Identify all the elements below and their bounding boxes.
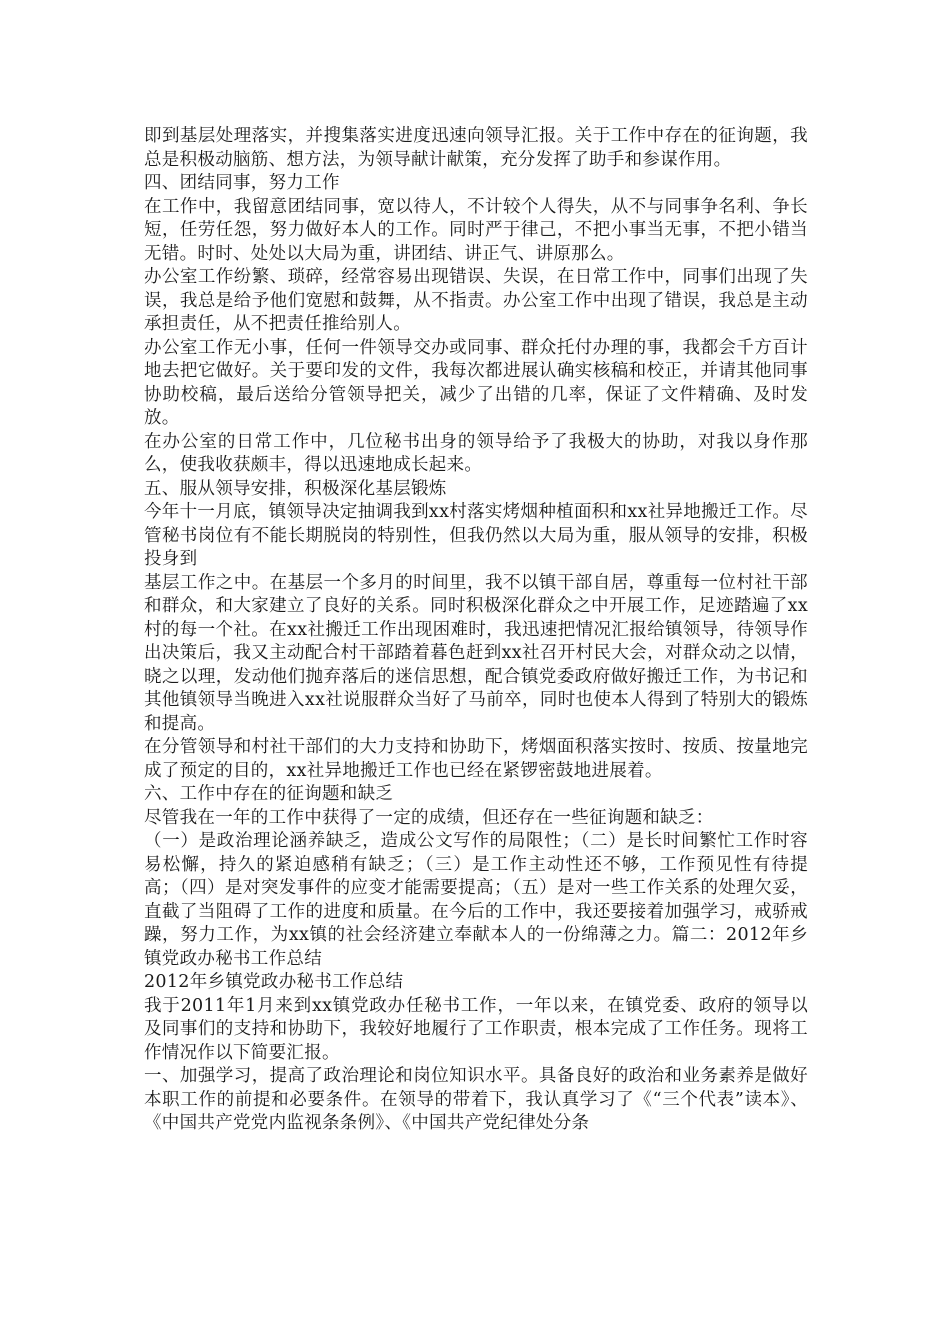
paragraph: 即到基层处理落实，并搜集落实进度迅速向领导汇报。关于工作中存在的征询题，我总是积极动脑筋、想方法，为领导献计献策，充分发挥了助手和参谋作用。 [144,126,808,170]
paragraph: 在办公室的日常工作中，几位秘书出身的领导给予了我极大的协助，对我以身作那么，使我收获颇丰，得以迅速地成长起来。 [144,431,808,475]
paragraph: 尽管我在一年的工作中获得了一定的成绩，但还存在一些征询题和缺乏： [144,807,714,828]
paragraph: （一）是政治理论涵养缺乏，造成公文写作的局限性；（二）是长时间繁忙工作时容易松懈，持久的紧迫感稍有缺乏；（三）是工作主动性还不够，工作预见性有待提高；（四）是对突发事件的应变才能需要提高；（五）是对一些工作关系的处理欠妥，直截了当阻碍了工作的进度和质量。在今后的工作中，我还要接着加强学习，戒骄戒躁，努力工作，为xx镇的社会经济建立奉献本人的一份绵薄之力。篇二：2012年乡镇党政办秘书工作总结 [144,831,808,969]
paragraph: 办公室工作纷繁、琐碎，经常容易出现错误、失误，在日常工作中，同事们出现了失误，我总是给予他们宽慰和鼓舞，从不指责。办公室工作中出现了错误，我总是主动承担责任，从不把责任推给别人。 [144,267,808,334]
paragraph: 我于2011年1月来到xx镇党政办任秘书工作，一年以来，在镇党委、政府的领导以及同事们的支持和协助下，我较好地履行了工作职责，根本完成了工作任务。现将工作情况作以下简要汇报。 [144,995,808,1063]
paragraph: 今年十一月底，镇领导决定抽调我到xx村落实烤烟种植面积和xx社异地搬迁工作。尽管秘书岗位有不能长期脱岗的特别性，但我仍然以大局为重，服从领导的安排，积极投身到 [144,502,808,569]
section-heading: 五、服从领导安排，积极深化基层锻炼 [144,478,447,499]
document-body [144,125,808,1136]
paragraph: 在工作中，我留意团结同事，宽以待人，不计较个人得失，从不与同事争名利、争长短，任劳任怨，努力做好本人的工作。同时严于律己，不把小事当无事，不把小错当无错。时时、处处以大局为重，讲团结、讲正气、讲原那么。 [144,196,808,264]
paragraph: 基层工作之中。在基层一个多月的时间里，我不以镇干部自居，尊重每一位村社干部和群众，和大家建立了良好的关系。同时积极深化群众之中开展工作，足迹踏遍了xx村的每一个社。在xx社搬迁工作出现困难时，我迅速把情况汇报给镇领导，待领导作出决策后，我又主动配合村干部踏着暮色赶到xx社召开村民大会，对群众动之以情，晓之以理，发动他们抛弃落后的迷信思想，配合镇党委政府做好搬迁工作，为书记和其他镇领导当晚进入xx社说服群众当好了马前卒，同时也使本人得到了特别大的锻炼和提高。 [144,572,808,734]
paragraph: 办公室工作无小事，任何一件领导交办或同事、群众托付办理的事，我都会千方百计地去把它做好。关于要印发的文件，我每次都进展认确实核稿和校正，并请其他同事协助校稿，最后送给分管领导把关，减少了出错的几率，保证了文件精确、及时发放。 [144,337,808,428]
section-heading: 四、团结同事，努力工作 [144,173,340,193]
paragraph: 一、加强学习，提高了政治理论和岗位知识水平。具备良好的政治和业务素养是做好本职工作的前提和必要条件。在领导的带着下，我认真学习了《“三个代表”读本》、《中国共产党党内监视条条例》、《中国共产党纪律处分条 [144,1066,808,1133]
paragraph: 在分管领导和村社干部们的大力支持和协助下，烤烟面积落实按时、按质、按量地完成了预定的目的，xx社异地搬迁工作也已经在紧锣密鼓地进展着。 [144,737,808,781]
document-title: 2012年乡镇党政办秘书工作总结 [144,972,404,992]
section-heading: 六、工作中存在的征询题和缺乏 [144,784,394,804]
